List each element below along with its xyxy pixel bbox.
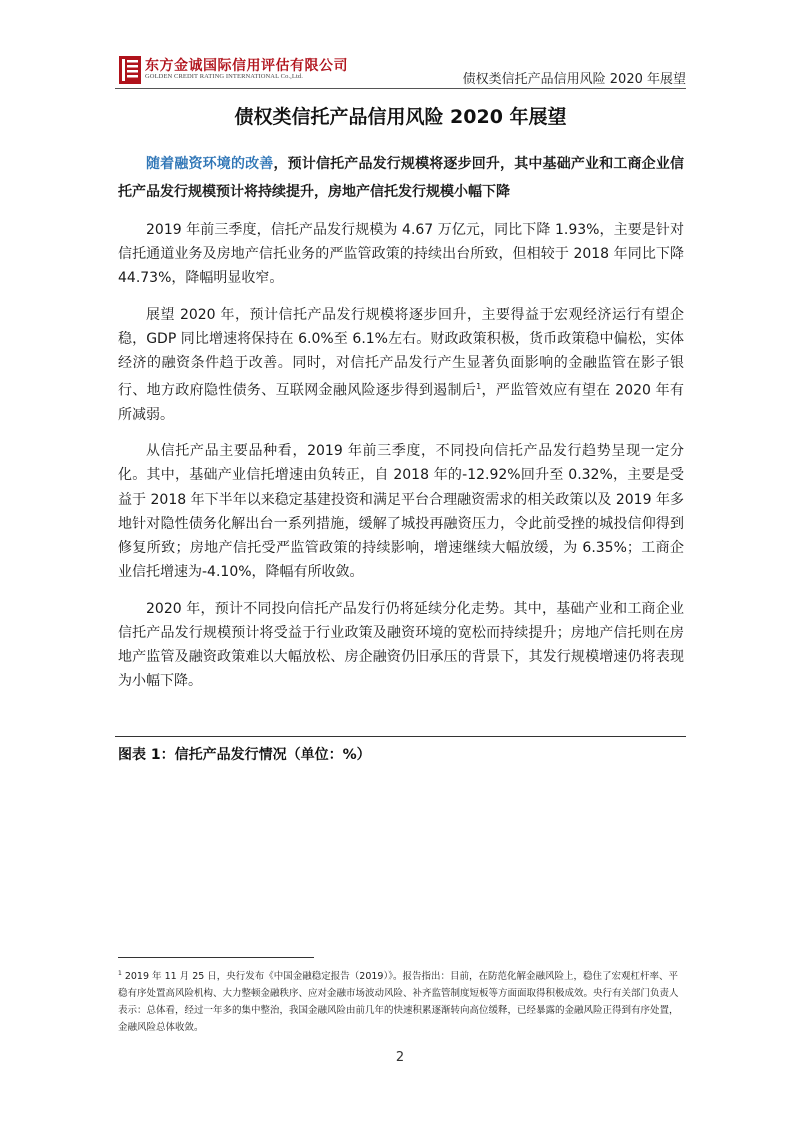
paragraph-3: 从信托产品主要品种看，2019 年前三季度，不同投向信托产品发行趋势呈现一定分化。其中，基础产业信托增速由负转正，自 2018 年的-12.92%回升至 0.32%，主要是受益于 2018 年下半年以来稳定基建投资和满足平台合理融资需求的相关政策以及 2019 年多地针对隐性债务化解出台一系列措施，缓解了城投再融资压力，令此前受挫的城投信仰得到修复所致；房地产信托受严监管政策的持续影响，增速继续大幅放缓，为 6.35%；工商企业信托增速为-4.10%，降幅有所收敛。 xyxy=(118,443,684,581)
footnote-text: 2019 年 11 月 25 日，央行发布《中国金融稳定报告（2019）》。报告指出：目前，在防范化解金融风险上，稳住了宏观杠杆率、平稳有序处置高风险机构、大力整顿金融秩序、应对金融市场波动风险、补齐监管制度短板等方面面取得积极成效。央行有关部门负责人表示：总体看，经过一年多的集中整治，我国金融风险由前几年的快速积累逐渐转向高位缓释，已经暴露的金融风险正得到有序处置，金融风险总体收敛。 xyxy=(118,971,679,1034)
company-logo-icon xyxy=(119,56,141,84)
footnote xyxy=(118,965,684,1036)
company-name-cn: 东方金诚国际信用评估有限公司 xyxy=(145,58,348,74)
header-divider xyxy=(115,88,686,89)
document-title: 债权类信托产品信用风险 2020 年展望 xyxy=(234,106,567,128)
footnote-divider xyxy=(118,957,314,958)
company-name-en: GOLDEN CREDIT RATING INTERNATIONAL Co.,Ltd. xyxy=(145,73,303,80)
page-header xyxy=(115,50,686,92)
lead-highlight: 随着融资环境的改善 xyxy=(146,156,274,172)
paragraph-2-text-a: 展望 2020 年，预计信托产品发行规模将逐步回升，主要得益于宏观经济运行有望企稳，GDP 同比增速将保持在 6.0%至 6.1%左右。财政政策积极，货币政策稳中偏松，实体经济的融资条件趋于改善。同时，对信托产品发行产生显著负面影响的金融监管在影子银行、地方政府隐性债务、互联网金融风险逐步得到遏制后 xyxy=(118,306,684,399)
document-body xyxy=(118,150,684,693)
paragraph-1: 2019 年前三季度，信托产品发行规模为 4.67 万亿元，同比下降 1.93%，主要是针对信托通道业务及房地产信托业务的严监管政策的持续出台所致，但相较于 2018 年同比下降 44.73%，降幅明显收窄。 xyxy=(118,222,684,287)
page-number: 2 xyxy=(395,1050,405,1065)
footnote-ref: 1 xyxy=(476,382,482,392)
footnote-mark: 1 xyxy=(118,970,122,977)
lead-summary xyxy=(118,150,684,206)
paragraph-2-text-b: ，严监管效应有望在 2020 年有所减弱。 xyxy=(118,382,684,424)
figure-caption: 图表 1：信托产品发行情况（单位：%） xyxy=(118,747,371,763)
figure-divider xyxy=(115,736,686,737)
lead-text: ，预计信托产品发行规模将逐步回升，其中基础产业和工商企业信托产品发行规模预计将持续提升，房地产信托发行规模小幅下降 xyxy=(118,156,685,200)
paragraph-2 xyxy=(118,303,684,428)
running-title: 债权类信托产品信用风险 2020 年展望 xyxy=(462,72,686,87)
paragraph-4: 2020 年，预计不同投向信托产品发行仍将延续分化走势。其中，基础产业和工商企业信托产品发行规模预计将受益于行业政策及融资环境的宽松而持续提升；房地产信托则在房地产监管及融资政策难以大幅放松、房企融资仍旧承压的背景下，其发行规模增速仍将表现为小幅下降。 xyxy=(118,600,684,690)
